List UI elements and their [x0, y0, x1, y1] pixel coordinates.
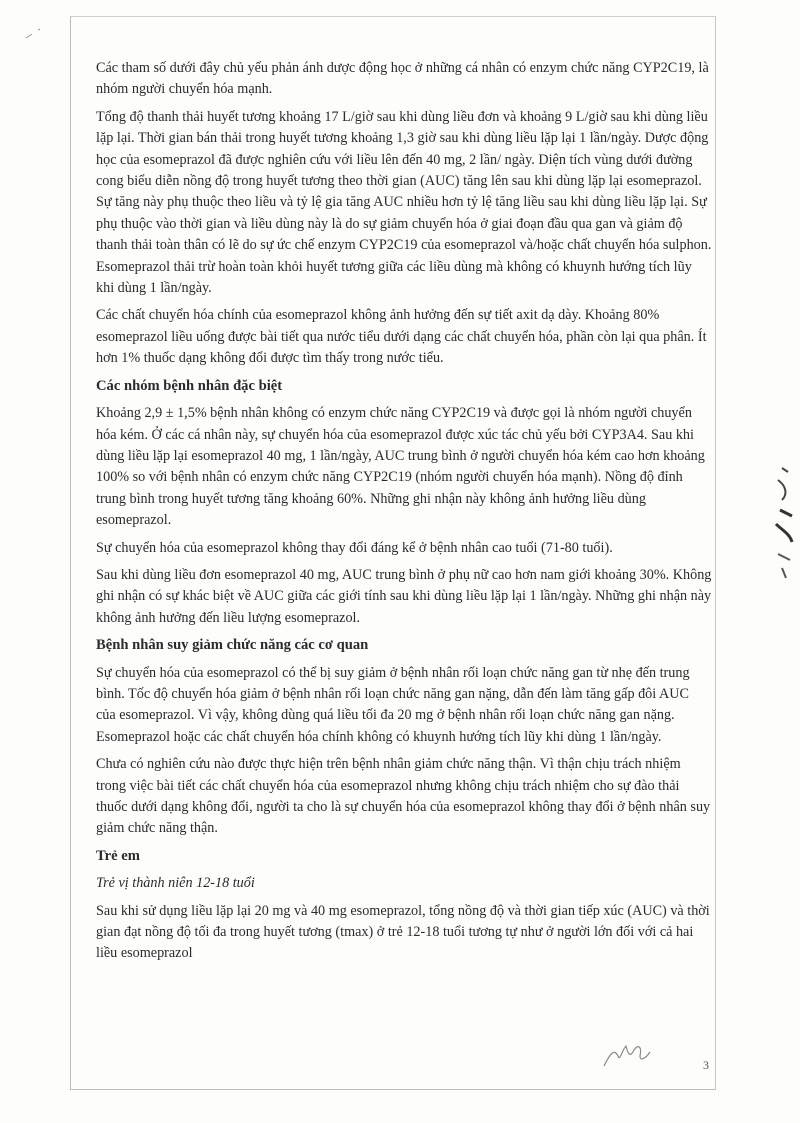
body-paragraph: Sự chuyển hóa của esomeprazol có thể bị suy giảm ở bệnh nhân rối loạn chức năng gan từ nhẹ đến trung bình. Tốc độ chuyển hóa giảm ở bệnh nhân rối loạn chức năng gan nặng, dẫn đến làm tăng gấp đôi AUC của esomeprazol. Vì vậy, không dùng quá liều tối đa 20 mg ở bệnh nhân rối loạn chức năng gan nặng. Esomeprazol hoặc các chất chuyển hóa chính không có khuynh hướng tích lũy khi dùng 1 lần/ngày. [96, 664, 690, 745]
scan-mark-icon [24, 24, 54, 44]
section-heading: Trẻ em [96, 847, 140, 864]
stamp-edge-icon [752, 460, 796, 590]
body-paragraph: Chưa có nghiên cứu nào được thực hiện trên bệnh nhân giảm chức năng thận. Vì thận chịu trách nhiệm trong việc bài tiết các chất chuyển hóa của esomeprazol nhưng không chịu trách nhiệm cho sự đào thải thuốc dưới dạng không đổi, người ta cho là sự chuyển hóa của esomeprazol không thay đổi ở bệnh nhân suy giảm chức năng thận. [96, 756, 711, 837]
body-paragraph: Sau khi sử dụng liều lặp lại 20 mg và 40 mg esomeprazol, tổng nồng độ và thời gian tiếp xúc (AUC) và thời gian đạt nồng độ tối đa trong huyết tương (tmax) ở trẻ 12-18 tuổi tương tự như ở người lớn đối với cả hai liều esomeprazol [96, 902, 710, 962]
body-paragraph: Các chất chuyển hóa chính của esomeprazol không ảnh hưởng đến sự tiết axit dạ dày. Khoảng 80% esomeprazol liều uống được bài tiết qua nước tiểu dưới dạng các chất chuyển hóa, phần còn lại qua phân. Ít hơn 1% thuốc dạng không đổi được tìm thấy trong nước tiểu. [96, 307, 707, 367]
body-paragraph: Tổng độ thanh thải huyết tương khoảng 17 L/giờ sau khi dùng liều đơn và khoảng 9 L/giờ sau khi dùng liều lặp lại. Thời gian bán thải trong huyết tương khoảng 1,3 giờ sau khi dùng liều lặp lại 1 lần/ngày. Dược động học của esomeprazol đã được nghiên cứu với liều lên đến 40 mg, 2 lần/ ngày. Diện tích vùng dưới đường cong biểu diễn nồng độ trong huyết tương theo thời gian (AUC) tăng lên sau khi dùng lặp lại esomeprazol. Sự tăng này phụ thuộc theo liều và tỷ lệ gia tăng AUC nhiều hơn tỷ lệ tăng liều sau khi dùng liều lặp lại. Sự phụ thuộc vào thời gian và liều dùng này là do sự giảm chuyển hóa ở giai đoạn đầu qua gan và giảm độ thanh thải toàn thân có lẽ do sự ức chế enzym CYP2C19 của esomeprazol và/hoặc chất chuyển hóa sulphon. Esomeprazol thải trừ hoàn toàn khỏi huyết tương giữa các liều dùng mà không có khuynh hướng tích lũy khi dùng 1 lần/ngày. [96, 108, 712, 297]
body-paragraph: Sự chuyển hóa của esomeprazol không thay đổi đáng kể ở bệnh nhân cao tuổi (71-80 tuổi). [96, 539, 613, 556]
page-number: 3 [703, 1058, 709, 1072]
body-paragraph: Khoảng 2,9 ± 1,5% bệnh nhân không có enzym chức năng CYP2C19 và được gọi là nhóm người chuyển hóa kém. Ở các cá nhân này, sự chuyển hóa của esomeprazol được xúc tác chủ yếu bởi CYP3A4. Sau khi dùng liều lặp lại esomeprazol 40 mg, 1 lần/ngày, AUC trung bình ở người chuyển hóa kém cao hơn khoảng 100% so với bệnh nhân có enzym chức năng CYP2C19 (nhóm người chuyển hóa mạnh). Nồng độ đỉnh trung bình trong huyết tương tăng khoảng 60%. Những ghi nhận này không ảnh hưởng liều dùng esomeprazol. [96, 405, 705, 529]
subsection-heading: Trẻ vị thành niên 12-18 tuổi [96, 875, 255, 892]
document-body [96, 58, 712, 971]
initials-signature-icon [596, 1036, 676, 1076]
body-paragraph: Các tham số dưới đây chủ yếu phản ánh dược động học ở những cá nhân có enzym chức năng CYP2C19, là nhóm người chuyển hóa mạnh. [96, 60, 709, 98]
section-heading: Bệnh nhân suy giảm chức năng các cơ quan [96, 637, 369, 654]
body-paragraph: Sau khi dùng liều đơn esomeprazol 40 mg, AUC trung bình ở phụ nữ cao hơn nam giới khoảng 30%. Không ghi nhận có sự khác biệt về AUC giữa các giới tính sau khi dùng liều lặp lại 1 lần/ngày. Những ghi nhận này không ảnh hưởng đến liều lượng esomeprazol. [96, 566, 712, 626]
section-heading: Các nhóm bệnh nhân đặc biệt [96, 377, 283, 394]
